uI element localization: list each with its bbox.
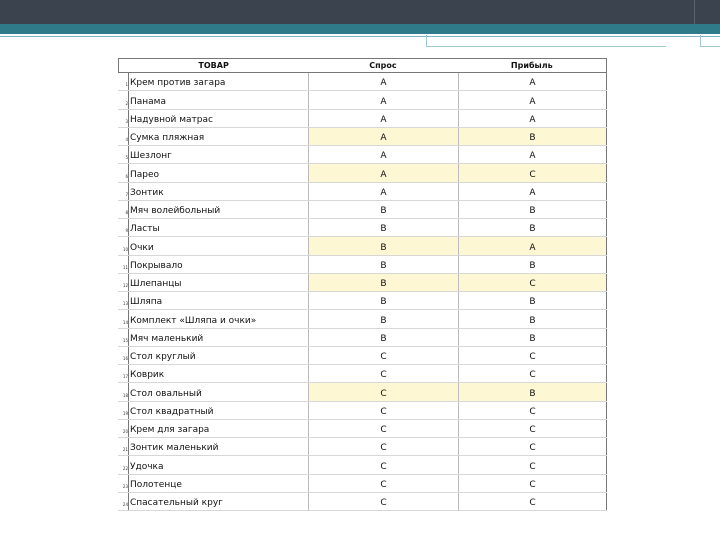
header-profit: Прибыль [510,61,553,70]
product-cell: Панама [128,91,308,108]
table-row [118,146,607,164]
table-row [118,493,607,511]
row-number: 1 [125,82,128,88]
profit-cell: B [458,201,607,218]
demand-cell: B [308,237,458,254]
title-bar-divider [694,0,695,24]
row-number: 23 [122,483,128,489]
profit-cell: C [458,164,607,181]
demand-cell: B [308,256,458,273]
demand-cell: C [308,383,458,400]
row-number: 7 [125,191,128,197]
product-cell: Шезлонг [128,146,308,163]
product-cell: Стол квадратный [128,402,308,419]
row-number: 2 [125,100,128,106]
row-number: 16 [122,356,128,361]
product-cell: Крем против загара [128,73,308,90]
product-cell: Мяч маленький [128,329,308,346]
row-number: 5 [125,155,128,161]
profit-cell: A [458,110,607,127]
demand-cell: C [308,456,458,473]
abc-analysis-table [118,58,607,511]
title-bar [0,0,720,24]
demand-cell: B [308,292,458,309]
row-number: 9 [125,228,128,234]
profit-cell: B [458,128,607,145]
product-cell: Зонтик [128,183,308,200]
product-cell: Парео [128,164,308,181]
profit-cell: C [458,347,607,364]
demand-cell: C [308,438,458,455]
table-row [118,201,607,219]
product-cell: Стол круглый [128,347,308,364]
table-row [118,420,607,438]
row-number: 8 [125,210,128,215]
table-row [118,128,607,146]
demand-cell: B [308,274,458,291]
product-cell: Надувной матрас [128,110,308,127]
profit-cell: A [458,183,607,200]
row-number: 18 [122,392,128,398]
table-row [118,402,607,420]
profit-cell: C [458,365,607,382]
product-cell: Спасательный круг [128,493,308,510]
table-row [118,110,607,128]
demand-cell: B [308,310,458,327]
product-cell: Стол овальный [128,383,308,400]
table-row [118,310,607,328]
decorative-frame [426,35,666,47]
row-number: 12 [122,283,128,288]
profit-cell: C [458,475,607,492]
table-row [118,365,607,383]
table-row [118,438,607,456]
demand-cell: B [308,201,458,218]
row-number: 20 [122,429,128,434]
row-number: 11 [122,264,128,270]
product-cell: Зонтик маленький [128,438,308,455]
table-row [118,183,607,201]
row-number: 17 [122,374,128,380]
product-cell: Полотенце [128,475,308,492]
row-number: 3 [125,118,128,124]
profit-cell: A [458,73,607,90]
table-row [118,475,607,493]
profit-cell: A [458,146,607,163]
demand-cell: C [308,420,458,437]
profit-cell: B [458,219,607,236]
profit-cell: C [458,402,607,419]
profit-cell: C [458,456,607,473]
profit-cell: B [458,329,607,346]
demand-cell: A [308,128,458,145]
row-number: 21 [122,447,128,453]
profit-cell: A [458,91,607,108]
header-demand: Спрос [369,61,397,70]
row-number: 4 [125,137,128,142]
table-row [118,292,607,310]
row-number: 24 [122,502,128,507]
table-row [118,383,607,401]
table-row [118,456,607,474]
demand-cell: C [308,347,458,364]
table-body [118,73,607,511]
product-cell: Шляпа [128,292,308,309]
row-number: 6 [125,173,128,179]
demand-cell: A [308,73,458,90]
row-number: 15 [122,337,128,343]
row-number: 19 [122,410,128,416]
table-row [118,237,607,255]
product-cell: Удочка [128,456,308,473]
profit-cell: C [458,274,607,291]
table-row [118,91,607,109]
product-cell: Комплект «Шляпа и очки» [128,310,308,327]
table-header [118,58,607,73]
profit-cell: A [458,237,607,254]
table-row [118,256,607,274]
table-row [118,164,607,182]
table-row [118,274,607,292]
demand-cell: C [308,402,458,419]
profit-cell: C [458,493,607,510]
table-row [118,73,607,91]
demand-cell: A [308,183,458,200]
table-row [118,219,607,237]
decorative-frame-small [700,35,720,47]
table-row [118,329,607,347]
row-number: 22 [122,465,128,471]
demand-cell: C [308,493,458,510]
row-number: 10 [122,246,128,252]
demand-cell: A [308,91,458,108]
demand-cell: B [308,219,458,236]
profit-cell: C [458,438,607,455]
product-cell: Очки [128,237,308,254]
product-cell: Ласты [128,219,308,236]
row-number: 13 [122,301,128,307]
row-number: 14 [122,319,128,325]
profit-cell: C [458,420,607,437]
demand-cell: C [308,475,458,492]
demand-cell: A [308,110,458,127]
product-cell: Крем для загара [128,420,308,437]
product-cell: Шлепанцы [128,274,308,291]
profit-cell: B [458,383,607,400]
demand-cell: A [308,164,458,181]
profit-cell: B [458,256,607,273]
product-cell: Сумка пляжная [128,128,308,145]
profit-cell: B [458,292,607,309]
profit-cell: B [458,310,607,327]
table-row [118,347,607,365]
accent-band [0,24,720,34]
demand-cell: A [308,146,458,163]
product-cell: Покрывало [128,256,308,273]
demand-cell: C [308,365,458,382]
product-cell: Коврик [128,365,308,382]
demand-cell: B [308,329,458,346]
header-product: ТОВАР [198,61,229,70]
product-cell: Мяч волейбольный [128,201,308,218]
